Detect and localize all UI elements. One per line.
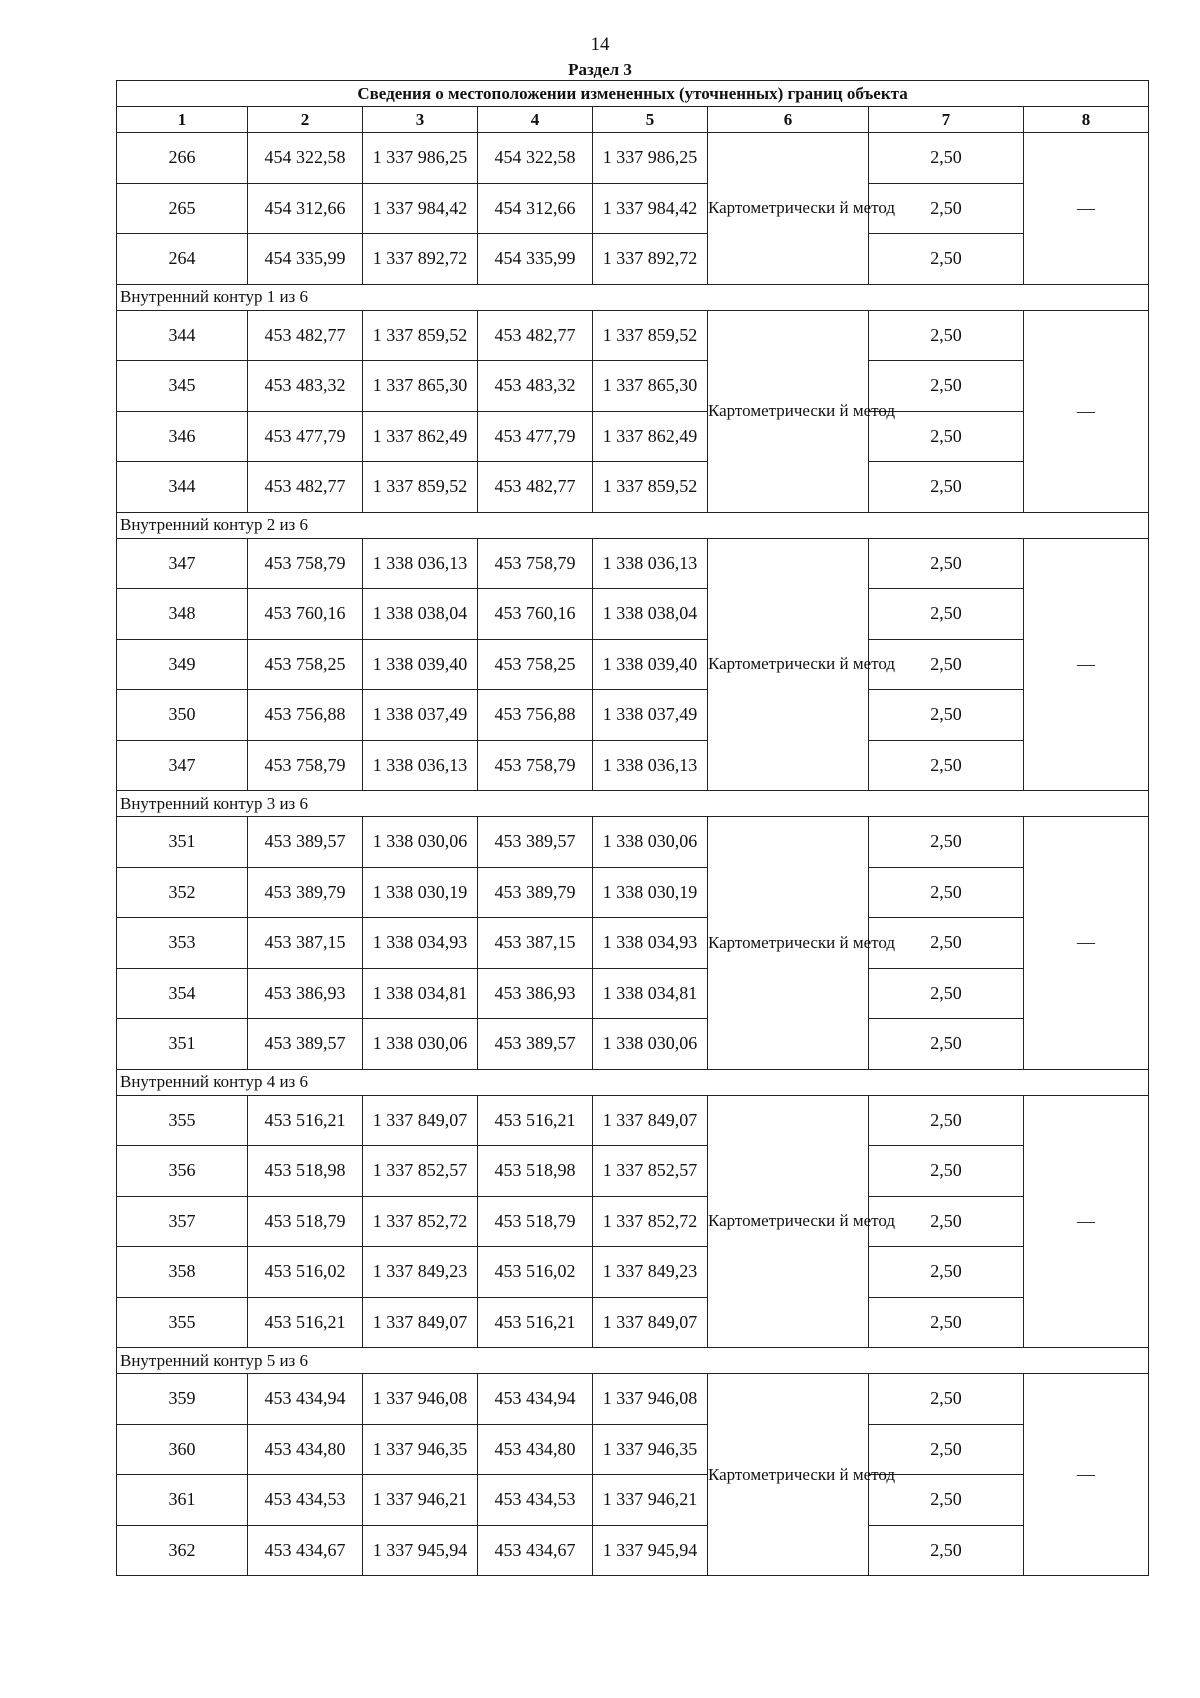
note-cell: — <box>1024 538 1149 791</box>
accuracy-cell: 2,50 <box>869 310 1024 361</box>
accuracy-cell: 2,50 <box>869 1424 1024 1475</box>
table-row <box>117 1297 1149 1348</box>
accuracy-cell: 2,50 <box>869 183 1024 234</box>
accuracy-cell: 2,50 <box>869 1525 1024 1576</box>
coord-y-existing-cell: 1 337 862,49 <box>363 411 478 462</box>
coord-y-new-cell: 1 337 984,42 <box>593 183 708 234</box>
contour-label: Внутренний контур 1 из 6 <box>117 284 1149 310</box>
coord-x-new-cell: 453 482,77 <box>478 310 593 361</box>
contour-label-row <box>117 791 1149 817</box>
coord-y-new-cell: 1 338 036,13 <box>593 740 708 791</box>
table-row <box>117 411 1149 462</box>
coord-x-new-cell: 453 483,32 <box>478 361 593 412</box>
table-row <box>117 1095 1149 1146</box>
coord-y-new-cell: 1 337 849,23 <box>593 1247 708 1298</box>
table-row <box>117 1424 1149 1475</box>
table-row <box>117 1475 1149 1526</box>
coord-y-new-cell: 1 338 038,04 <box>593 589 708 640</box>
column-number: 1 <box>117 107 248 133</box>
point-number-cell: 353 <box>117 918 248 969</box>
section-title: Раздел 3 <box>568 60 632 79</box>
coord-x-existing-cell: 453 386,93 <box>248 968 363 1019</box>
coord-x-new-cell: 453 389,57 <box>478 1019 593 1070</box>
note-cell: — <box>1024 310 1149 512</box>
table-row <box>117 1525 1149 1576</box>
coord-x-new-cell: 453 477,79 <box>478 411 593 462</box>
point-number-cell: 345 <box>117 361 248 412</box>
coord-y-existing-cell: 1 337 859,52 <box>363 462 478 513</box>
contour-label-row <box>117 284 1149 310</box>
table-row <box>117 968 1149 1019</box>
accuracy-cell: 2,50 <box>869 1374 1024 1425</box>
method-cell: Картометрически й метод <box>708 1095 869 1348</box>
coord-y-existing-cell: 1 337 945,94 <box>363 1525 478 1576</box>
table-row <box>117 867 1149 918</box>
coord-x-existing-cell: 453 389,57 <box>248 817 363 868</box>
column-number: 7 <box>869 107 1024 133</box>
contour-label-row <box>117 1348 1149 1374</box>
point-number-cell: 347 <box>117 538 248 589</box>
coord-y-existing-cell: 1 337 852,72 <box>363 1196 478 1247</box>
coord-y-new-cell: 1 337 852,57 <box>593 1146 708 1197</box>
accuracy-cell: 2,50 <box>869 361 1024 412</box>
point-number-cell: 361 <box>117 1475 248 1526</box>
coord-y-new-cell: 1 337 946,21 <box>593 1475 708 1526</box>
coord-y-existing-cell: 1 338 039,40 <box>363 639 478 690</box>
method-cell: Картометрически й метод <box>708 133 869 285</box>
table-row <box>117 1374 1149 1425</box>
coord-x-existing-cell: 453 756,88 <box>248 690 363 741</box>
coord-x-new-cell: 453 756,88 <box>478 690 593 741</box>
coord-x-existing-cell: 453 434,80 <box>248 1424 363 1475</box>
accuracy-cell: 2,50 <box>869 1095 1024 1146</box>
table-row <box>117 310 1149 361</box>
coord-x-existing-cell: 453 434,53 <box>248 1475 363 1526</box>
accuracy-cell: 2,50 <box>869 133 1024 184</box>
method-cell: Картометрически й метод <box>708 1374 869 1576</box>
column-number-row <box>117 107 1149 133</box>
table-body <box>117 133 1149 1576</box>
table-row <box>117 639 1149 690</box>
coord-y-new-cell: 1 338 034,93 <box>593 918 708 969</box>
point-number-cell: 358 <box>117 1247 248 1298</box>
coord-y-new-cell: 1 337 945,94 <box>593 1525 708 1576</box>
coord-y-new-cell: 1 338 030,06 <box>593 1019 708 1070</box>
coord-x-existing-cell: 453 758,79 <box>248 740 363 791</box>
coord-x-existing-cell: 453 434,94 <box>248 1374 363 1425</box>
point-number-cell: 351 <box>117 1019 248 1070</box>
contour-label: Внутренний контур 4 из 6 <box>117 1069 1149 1095</box>
accuracy-cell: 2,50 <box>869 740 1024 791</box>
point-number-cell: 354 <box>117 968 248 1019</box>
accuracy-cell: 2,50 <box>869 690 1024 741</box>
note-cell: — <box>1024 817 1149 1070</box>
coord-y-existing-cell: 1 337 849,07 <box>363 1297 478 1348</box>
point-number-cell: 349 <box>117 639 248 690</box>
note-cell: — <box>1024 1095 1149 1348</box>
point-number-cell: 266 <box>117 133 248 184</box>
coord-y-new-cell: 1 338 039,40 <box>593 639 708 690</box>
coord-x-existing-cell: 453 518,98 <box>248 1146 363 1197</box>
coord-x-new-cell: 453 434,67 <box>478 1525 593 1576</box>
point-number-cell: 344 <box>117 310 248 361</box>
contour-label-row <box>117 1069 1149 1095</box>
point-number-cell: 362 <box>117 1525 248 1576</box>
table-row <box>117 462 1149 513</box>
accuracy-cell: 2,50 <box>869 234 1024 285</box>
point-number-cell: 357 <box>117 1196 248 1247</box>
coord-y-existing-cell: 1 337 849,23 <box>363 1247 478 1298</box>
table-row <box>117 538 1149 589</box>
table-row <box>117 918 1149 969</box>
point-number-cell: 355 <box>117 1095 248 1146</box>
coord-x-existing-cell: 453 518,79 <box>248 1196 363 1247</box>
coord-y-existing-cell: 1 338 038,04 <box>363 589 478 640</box>
coord-y-existing-cell: 1 338 034,81 <box>363 968 478 1019</box>
coord-y-existing-cell: 1 338 030,06 <box>363 817 478 868</box>
point-number-cell: 264 <box>117 234 248 285</box>
coord-x-existing-cell: 454 322,58 <box>248 133 363 184</box>
accuracy-cell: 2,50 <box>869 538 1024 589</box>
point-number-cell: 359 <box>117 1374 248 1425</box>
table-title-row <box>117 81 1149 107</box>
coord-x-new-cell: 453 518,79 <box>478 1196 593 1247</box>
coord-x-new-cell: 453 758,79 <box>478 538 593 589</box>
point-number-cell: 355 <box>117 1297 248 1348</box>
table-row <box>117 133 1149 184</box>
table-row <box>117 1146 1149 1197</box>
contour-label: Внутренний контур 2 из 6 <box>117 512 1149 538</box>
method-cell: Картометрически й метод <box>708 817 869 1070</box>
table-title: Сведения о местоположении измененных (уточненных) границ объекта <box>117 81 1149 107</box>
point-number-cell: 344 <box>117 462 248 513</box>
coord-y-existing-cell: 1 337 852,57 <box>363 1146 478 1197</box>
accuracy-cell: 2,50 <box>869 968 1024 1019</box>
table-row <box>117 183 1149 234</box>
column-number: 5 <box>593 107 708 133</box>
coord-y-new-cell: 1 337 946,35 <box>593 1424 708 1475</box>
coord-x-new-cell: 453 386,93 <box>478 968 593 1019</box>
method-cell: Картометрически й метод <box>708 310 869 512</box>
accuracy-cell: 2,50 <box>869 462 1024 513</box>
column-number: 3 <box>363 107 478 133</box>
coord-x-existing-cell: 453 389,79 <box>248 867 363 918</box>
coord-x-existing-cell: 453 760,16 <box>248 589 363 640</box>
coord-y-new-cell: 1 338 036,13 <box>593 538 708 589</box>
column-number: 6 <box>708 107 869 133</box>
accuracy-cell: 2,50 <box>869 1475 1024 1526</box>
contour-label: Внутренний контур 3 из 6 <box>117 791 1149 817</box>
coord-x-existing-cell: 454 312,66 <box>248 183 363 234</box>
coord-y-new-cell: 1 337 849,07 <box>593 1095 708 1146</box>
table-row <box>117 1196 1149 1247</box>
coord-y-new-cell: 1 338 030,19 <box>593 867 708 918</box>
coord-y-existing-cell: 1 337 946,35 <box>363 1424 478 1475</box>
coord-x-existing-cell: 453 516,21 <box>248 1297 363 1348</box>
page-number: 14 <box>590 34 610 55</box>
coord-x-new-cell: 453 516,02 <box>478 1247 593 1298</box>
column-number: 4 <box>478 107 593 133</box>
boundary-coordinates-table <box>116 80 1149 1576</box>
accuracy-cell: 2,50 <box>869 918 1024 969</box>
accuracy-cell: 2,50 <box>869 1297 1024 1348</box>
accuracy-cell: 2,50 <box>869 639 1024 690</box>
coord-x-new-cell: 453 482,77 <box>478 462 593 513</box>
point-number-cell: 347 <box>117 740 248 791</box>
coord-x-existing-cell: 453 387,15 <box>248 918 363 969</box>
point-number-cell: 352 <box>117 867 248 918</box>
coord-y-existing-cell: 1 337 984,42 <box>363 183 478 234</box>
table-row <box>117 234 1149 285</box>
coord-y-new-cell: 1 337 862,49 <box>593 411 708 462</box>
coord-x-existing-cell: 453 758,25 <box>248 639 363 690</box>
coord-x-new-cell: 454 312,66 <box>478 183 593 234</box>
table-row <box>117 740 1149 791</box>
coord-y-new-cell: 1 337 859,52 <box>593 462 708 513</box>
coord-y-new-cell: 1 337 986,25 <box>593 133 708 184</box>
coord-x-existing-cell: 453 389,57 <box>248 1019 363 1070</box>
point-number-cell: 348 <box>117 589 248 640</box>
point-number-cell: 346 <box>117 411 248 462</box>
accuracy-cell: 2,50 <box>869 411 1024 462</box>
method-cell: Картометрически й метод <box>708 538 869 791</box>
coord-x-new-cell: 453 434,80 <box>478 1424 593 1475</box>
coord-y-existing-cell: 1 337 986,25 <box>363 133 478 184</box>
coord-x-new-cell: 453 434,94 <box>478 1374 593 1425</box>
coord-x-new-cell: 453 516,21 <box>478 1297 593 1348</box>
coord-x-new-cell: 453 518,98 <box>478 1146 593 1197</box>
coord-y-existing-cell: 1 337 946,21 <box>363 1475 478 1526</box>
coord-y-new-cell: 1 337 859,52 <box>593 310 708 361</box>
coord-x-new-cell: 454 322,58 <box>478 133 593 184</box>
coord-y-new-cell: 1 337 865,30 <box>593 361 708 412</box>
coord-y-existing-cell: 1 337 946,08 <box>363 1374 478 1425</box>
accuracy-cell: 2,50 <box>869 867 1024 918</box>
note-cell: — <box>1024 1374 1149 1576</box>
coord-y-existing-cell: 1 338 030,06 <box>363 1019 478 1070</box>
table-row <box>117 690 1149 741</box>
accuracy-cell: 2,50 <box>869 1247 1024 1298</box>
coord-x-existing-cell: 453 758,79 <box>248 538 363 589</box>
coord-x-new-cell: 453 758,25 <box>478 639 593 690</box>
accuracy-cell: 2,50 <box>869 1019 1024 1070</box>
coord-y-existing-cell: 1 338 030,19 <box>363 867 478 918</box>
coord-y-existing-cell: 1 337 859,52 <box>363 310 478 361</box>
coord-x-new-cell: 453 516,21 <box>478 1095 593 1146</box>
coord-y-new-cell: 1 337 849,07 <box>593 1297 708 1348</box>
accuracy-cell: 2,50 <box>869 817 1024 868</box>
coord-x-new-cell: 453 389,79 <box>478 867 593 918</box>
column-number: 2 <box>248 107 363 133</box>
coord-x-new-cell: 453 434,53 <box>478 1475 593 1526</box>
point-number-cell: 265 <box>117 183 248 234</box>
point-number-cell: 350 <box>117 690 248 741</box>
accuracy-cell: 2,50 <box>869 1196 1024 1247</box>
point-number-cell: 356 <box>117 1146 248 1197</box>
coord-x-existing-cell: 453 516,02 <box>248 1247 363 1298</box>
coord-y-new-cell: 1 337 946,08 <box>593 1374 708 1425</box>
point-number-cell: 360 <box>117 1424 248 1475</box>
coord-x-existing-cell: 453 516,21 <box>248 1095 363 1146</box>
coord-y-new-cell: 1 337 852,72 <box>593 1196 708 1247</box>
table-row <box>117 1019 1149 1070</box>
coord-x-existing-cell: 453 434,67 <box>248 1525 363 1576</box>
coord-x-existing-cell: 453 482,77 <box>248 462 363 513</box>
table-row <box>117 361 1149 412</box>
contour-label: Внутренний контур 5 из 6 <box>117 1348 1149 1374</box>
coord-y-existing-cell: 1 338 034,93 <box>363 918 478 969</box>
coord-y-existing-cell: 1 337 849,07 <box>363 1095 478 1146</box>
note-cell: — <box>1024 133 1149 285</box>
coord-y-existing-cell: 1 337 865,30 <box>363 361 478 412</box>
coord-x-existing-cell: 453 482,77 <box>248 310 363 361</box>
coord-y-existing-cell: 1 338 036,13 <box>363 538 478 589</box>
coord-y-existing-cell: 1 337 892,72 <box>363 234 478 285</box>
coord-x-new-cell: 453 760,16 <box>478 589 593 640</box>
coord-x-new-cell: 453 387,15 <box>478 918 593 969</box>
coord-y-new-cell: 1 338 037,49 <box>593 690 708 741</box>
table-row <box>117 589 1149 640</box>
coord-x-existing-cell: 453 483,32 <box>248 361 363 412</box>
accuracy-cell: 2,50 <box>869 589 1024 640</box>
table-row <box>117 1247 1149 1298</box>
column-number: 8 <box>1024 107 1149 133</box>
point-number-cell: 351 <box>117 817 248 868</box>
accuracy-cell: 2,50 <box>869 1146 1024 1197</box>
coord-y-new-cell: 1 337 892,72 <box>593 234 708 285</box>
coord-x-new-cell: 453 758,79 <box>478 740 593 791</box>
coord-x-existing-cell: 453 477,79 <box>248 411 363 462</box>
coord-x-new-cell: 454 335,99 <box>478 234 593 285</box>
coord-y-new-cell: 1 338 030,06 <box>593 817 708 868</box>
table-row <box>117 817 1149 868</box>
contour-label-row <box>117 512 1149 538</box>
coord-x-new-cell: 453 389,57 <box>478 817 593 868</box>
coord-y-new-cell: 1 338 034,81 <box>593 968 708 1019</box>
coord-y-existing-cell: 1 338 036,13 <box>363 740 478 791</box>
coord-y-existing-cell: 1 338 037,49 <box>363 690 478 741</box>
coord-x-existing-cell: 454 335,99 <box>248 234 363 285</box>
